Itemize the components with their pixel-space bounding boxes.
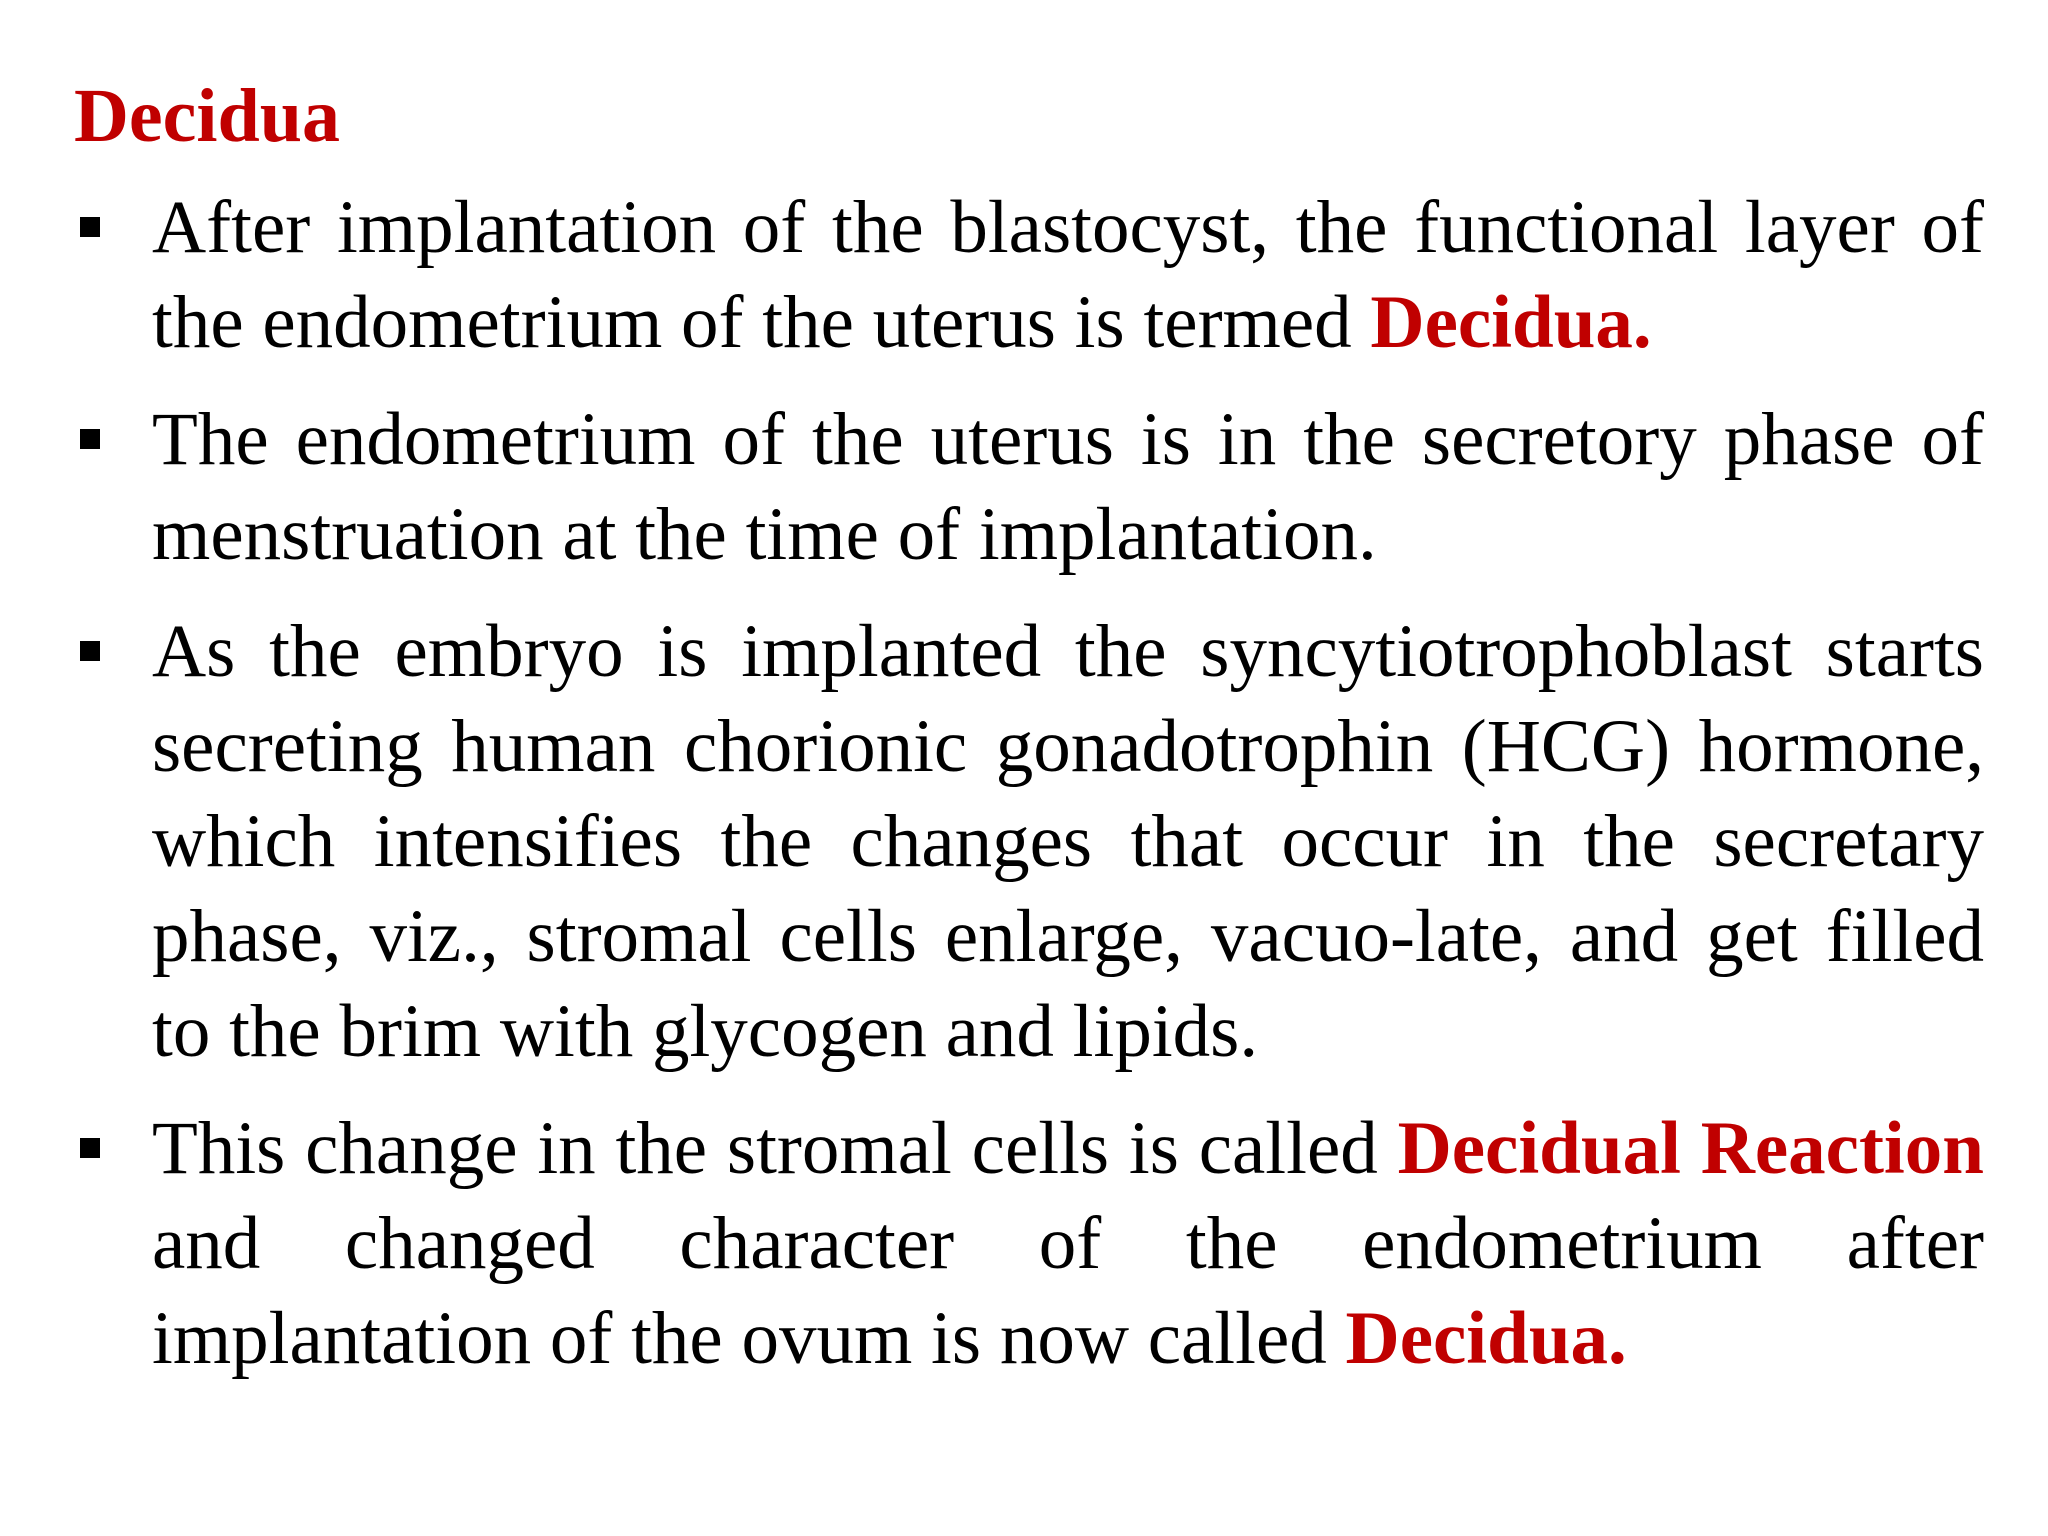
bullet-item-4 <box>74 1101 1984 1386</box>
bullet-list <box>74 180 1984 1408</box>
slide-title: Decidua <box>74 74 340 158</box>
bullet-text: and changed character of the endometrium after implantation of the ovum is now called <box>152 1202 1984 1380</box>
highlight-term: Decidual Reaction <box>1397 1107 1984 1190</box>
bullet-item-2 <box>74 392 1984 582</box>
square-bullet-icon <box>80 641 100 661</box>
bullet-text: As the embryo is implanted the syncytiotrophoblast starts secreting human chorionic gonadotrophin (HCG) hormone, which intensifies the changes that occur in the secretary phase, viz., stromal cells enlarge, vacuo-late, and get filled to the brim with glycogen and lipids. <box>152 610 1984 1073</box>
square-bullet-icon <box>80 1138 100 1158</box>
bullet-text: This change in the stromal cells is called <box>152 1107 1398 1190</box>
square-bullet-icon <box>80 429 100 449</box>
highlight-term: Decidua. <box>1370 281 1652 364</box>
bullet-item-1 <box>74 180 1984 370</box>
bullet-item-3 <box>74 604 1984 1079</box>
bullet-text: The endometrium of the uterus is in the secretory phase of menstruation at the time of implantation. <box>152 398 1984 576</box>
highlight-term: Decidua. <box>1345 1297 1627 1380</box>
square-bullet-icon <box>80 217 100 237</box>
bullet-text: After implantation of the blastocyst, the functional layer of the endometrium of the uterus is termed <box>152 186 1984 364</box>
